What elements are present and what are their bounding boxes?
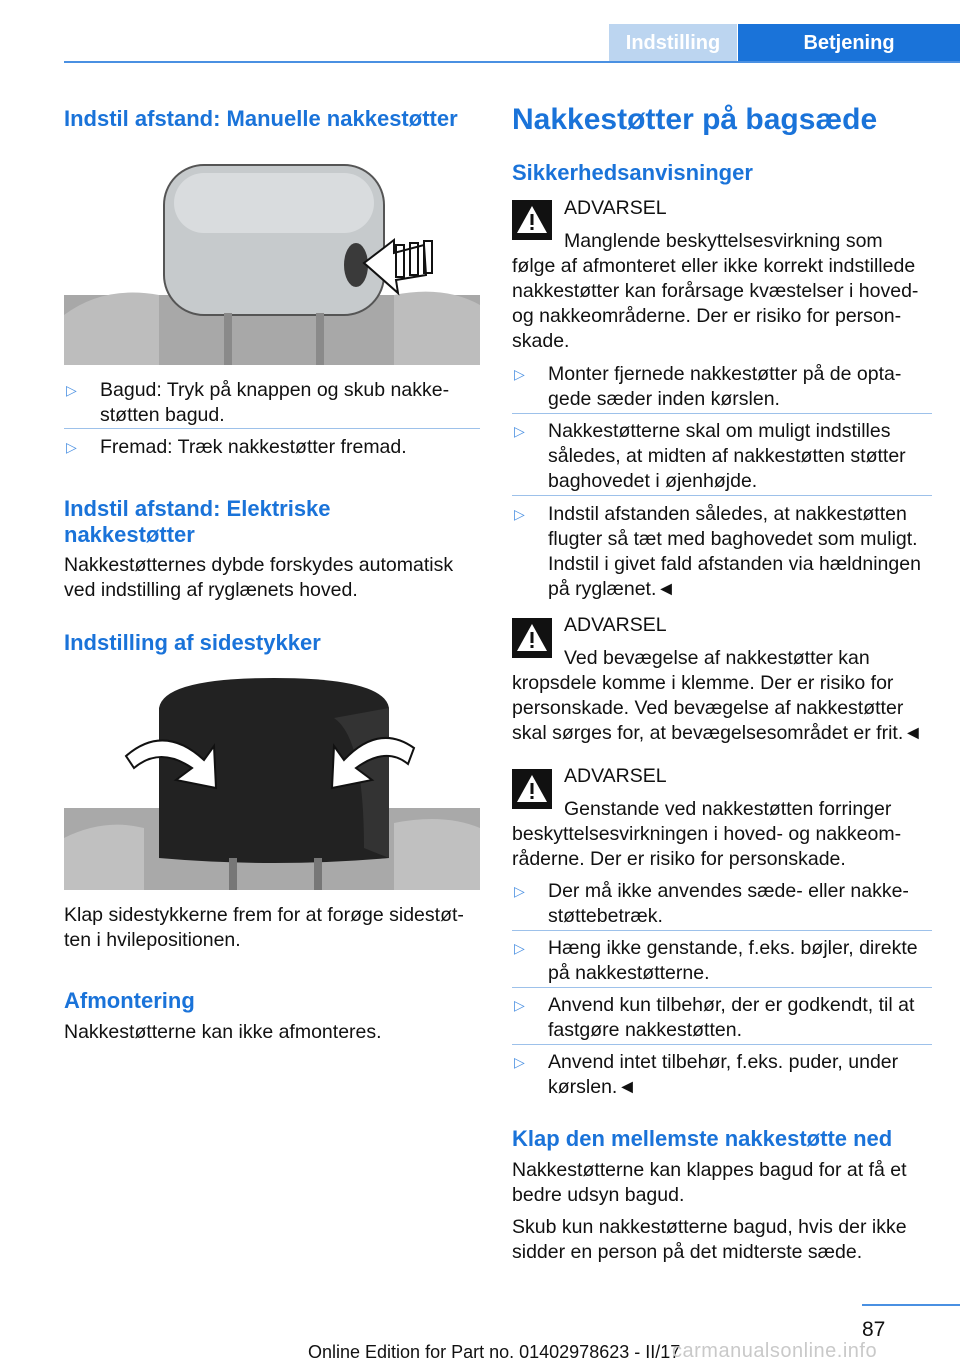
bullet-triangle-icon: ▷ [514, 997, 525, 1013]
footer-rule [862, 1304, 960, 1306]
warning-label: ADVARSEL [564, 614, 667, 636]
bullet-triangle-icon: ▷ [514, 506, 525, 522]
paragraph-side-pieces: Klap sidestykkerne frem for at forøge sidestøt- ten i hvilepositionen. [64, 904, 464, 951]
left-heading-manual: Indstil afstand: Manuelle nakkestøtter [64, 106, 458, 131]
warning-text: Ved bevægelse af nakkestøtter kan [564, 647, 870, 669]
header-tab-chapter: Betjening [738, 24, 960, 62]
edition-footer: Online Edition for Part no. 01402978623 - II/17 [308, 1342, 681, 1362]
left-heading-electric: Indstil afstand: Elektriske nakkestøtter [64, 496, 331, 547]
list-item: ▷ Monter fjernede nakkestøtter på de opta- gede sæder inden kørslen. [514, 363, 902, 410]
right-heading-fold-middle: Klap den mellemste nakkestøtte ned [512, 1126, 893, 1151]
list-item: ▷ Anvend intet tilbehør, f.eks. puder, under kørslen.◄ [514, 1051, 899, 1098]
header-tab-section: Indstilling [609, 24, 737, 62]
bullet-triangle-icon: ▷ [66, 382, 77, 398]
divider [512, 1044, 932, 1045]
bullet-triangle-icon: ▷ [514, 883, 525, 899]
list-item: ▷ Bagud: Tryk på knappen og skub nakke- støtten bagud. [66, 379, 450, 426]
bullet-triangle-icon: ▷ [514, 1054, 525, 1070]
paragraph-removal: Nakkestøtterne kan ikke afmonteres. [64, 1021, 382, 1043]
warning-text: beskyttelsesvirkningen i hoved- og nakkeom- råderne. Der er risiko for personskade. [512, 823, 902, 870]
warning-triangle-icon [512, 200, 552, 240]
right-heading-rear-headrests: Nakkestøtter på bagsæde [512, 103, 878, 136]
warning-label: ADVARSEL [564, 765, 667, 787]
warning-text: Manglende beskyttelsesvirkning som [564, 230, 883, 252]
warning-triangle-icon [512, 769, 552, 809]
bullet-triangle-icon: ▷ [514, 423, 525, 439]
divider [512, 413, 932, 414]
warning-triangle-icon [512, 618, 552, 658]
list-item: ▷ Anvend kun tilbehør, der er godkendt, til at fastgøre nakkestøtten. [514, 994, 915, 1041]
warning-label: ADVARSEL [564, 197, 667, 219]
list-item: ▷ Hæng ikke genstande, f.eks. bøjler, direkte på nakkestøtterne. [514, 937, 918, 984]
divider [512, 987, 932, 988]
bullet-triangle-icon: ▷ [514, 940, 525, 956]
list-item: ▷ Indstil afstanden således, at nakkestøtten flugter så tæt med baghovedet som muligt. Indstil i givet fald afstanden via hældningen på ryglænet.◄ [514, 503, 921, 600]
right-heading-safety: Sikkerhedsanvisninger [512, 160, 753, 185]
paragraph-push-back: Skub kun nakkestøtterne bagud, hvis der ikke sidder en person på det midterste sæde. [512, 1216, 907, 1263]
left-heading-removal: Afmontering [64, 988, 195, 1013]
warning-text: følge af afmonteret eller ikke korrekt indstillede nakkestøtter kan forårsage kvæstelser i hoved- og nakkeområderne. Der er risiko for person- skade. [512, 255, 919, 352]
headrest-button-image [64, 145, 480, 365]
list-item: ▷ Fremad: Træk nakkestøtter fremad. [66, 436, 407, 458]
warning-text: kropsdele komme i klemme. Der er risiko for personskade. Ved bevægelse af nakkestøtter skal sørges for, at bevægelsesområdet er frit.◄ [512, 672, 923, 744]
paragraph-electric: Nakkestøtternes dybde forskydes automatisk ved indstilling af ryglænets hoved. [64, 554, 454, 601]
left-heading-side-pieces: Indstilling af sidestykker [64, 630, 321, 655]
warning-text: Genstande ved nakkestøtten forringer [564, 798, 892, 820]
divider [512, 495, 932, 496]
page-number: 87 [862, 1318, 886, 1341]
divider [64, 428, 480, 429]
header-rule [64, 61, 960, 63]
list-item: ▷ Der må ikke anvendes sæde- eller nakke- støttebetræk. [514, 880, 909, 927]
headrest-side-pieces-image [64, 668, 480, 890]
bullet-triangle-icon: ▷ [66, 439, 77, 455]
list-item: ▷ Nakkestøtterne skal om muligt indstilles således, at midten af nakkestøtten støtter baghovedet i øjenhøjde. [514, 420, 906, 492]
divider [512, 930, 932, 931]
bullet-triangle-icon: ▷ [514, 366, 525, 382]
paragraph-fold: Nakkestøtterne kan klappes bagud for at få et bedre udsyn bagud. [512, 1159, 907, 1206]
watermark: carmanualsonline.info [672, 1340, 878, 1362]
